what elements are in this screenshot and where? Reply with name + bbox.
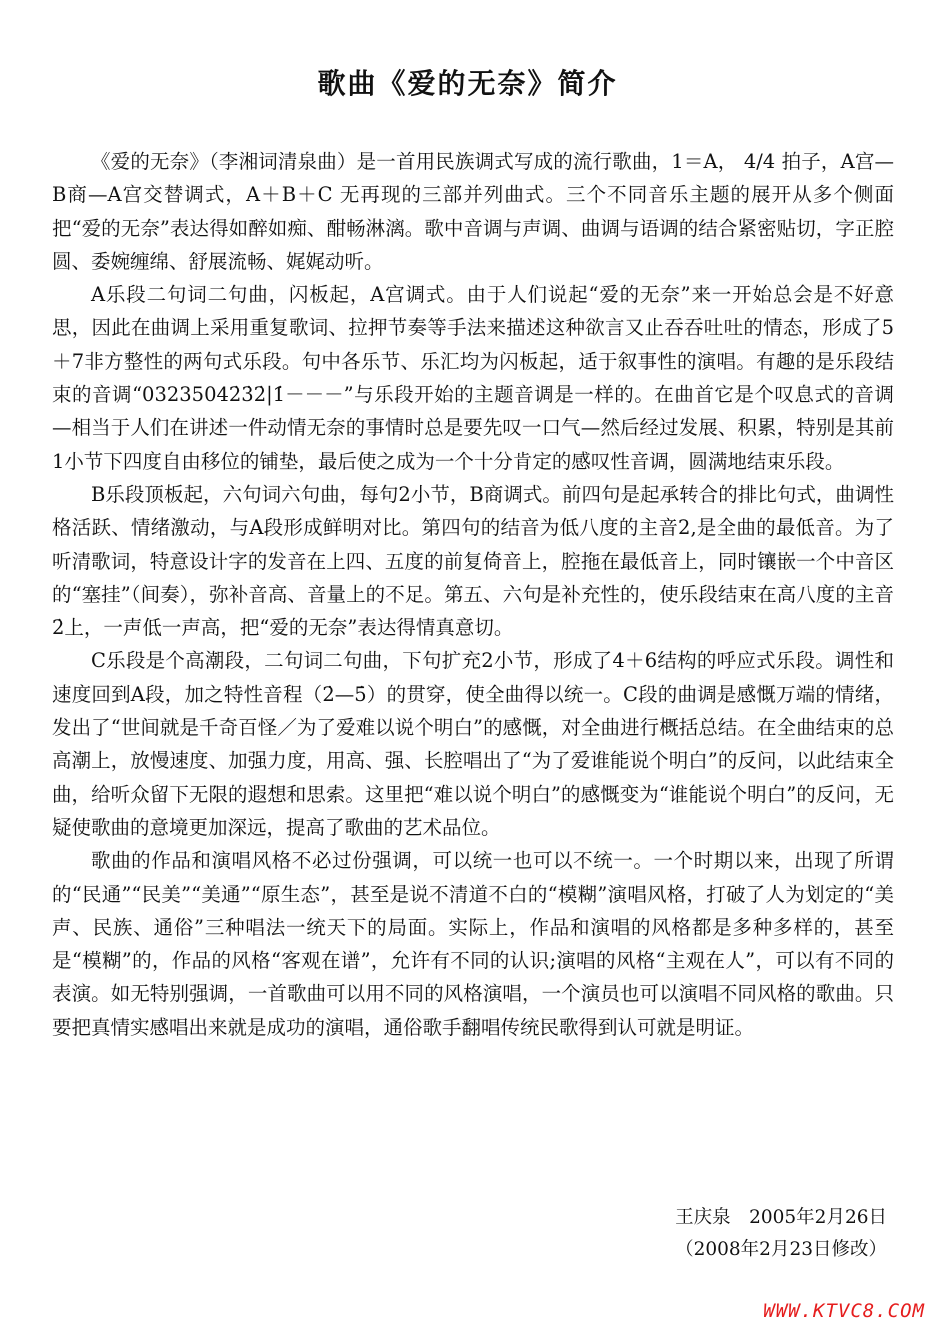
- revision-date: （2008年2月23日修改）: [675, 1239, 887, 1260]
- page-title: 歌曲《爱的无奈》简介: [317, 67, 618, 100]
- paragraph: 《爱的无奈》（李湘词清泉曲）是一首用民族调式写成的流行歌曲，1＝A， 4/4 拍子，A宫—B商—A宫交替调式，A＋B＋C 无再现的三部并列曲式。三个不同音乐主题的展开从多个侧面把“爱的无奈”表达得如醉如痴、酣畅淋漓。歌中音调与声调、曲调与语调的结合紧密贴切，字正腔圆、委婉缠绵、舒展流畅、娓娓动听。: [52, 150, 894, 273]
- paragraph: 歌曲的作品和演唱风格不必过份强调，可以统一也可以不统一。一个时期以来，出现了所谓的“民通”“民美”“美通”“原生态”，甚至是说不清道不白的“模糊”演唱风格，打破了人为划定的“美声、民族、通俗”三种唱法一统天下的局面。实际上，作品和演唱的风格都是多种多样的，甚至是“模糊”的，作品的风格“客观在谱”，允许有不同的认识;演唱的风格“主观在人”，可以有不同的表演。如无特别强调，一首歌曲可以用不同的风格演唱，一个演员也可以演唱不同风格的歌曲。只要把真情实感唱出来就是成功的演唱，通俗歌手翻唱传统民歌得到认可就是明证。: [52, 849, 894, 1039]
- article-body: [52, 145, 894, 1044]
- author-signature: 王庆泉 2005年2月26日: [675, 1207, 887, 1228]
- paragraph: A乐段二句词二句曲，闪板起，A宫调式。由于人们说起“爱的无奈”来一开始总会是不好意思，因此在曲调上采用重复歌词、拉押节奏等手法来描述这种欲言又止吞吞吐吐的情态，形成了5＋7非方整性的两句式乐段。句中各乐节、乐汇均为闪板起，适于叙事性的演唱。有趣的是乐段结束的音调“03235042̇3̇2̇|1̇－－－”与乐段开始的主题音调是一样的。在曲首它是个叹息式的音调—相当于人们在讲述一件动情无奈的事情时总是要先叹一口气—然后经过发展、积累，特别是其前1小节下四度自由移位的铺垫，最后使之成为一个十分肯定的感叹性音调，圆满地结束乐段。: [52, 283, 894, 473]
- paragraph: B乐段顶板起，六句词六句曲，每句2小节，B商调式。前四句是起承转合的排比句式，曲调性格活跃、情绪激动，与A段形成鲜明对比。第四句的结音为低八度的主音2,是全曲的最低音。为了听清歌词，特意设计字的发音在上四、五度的前复倚音上，腔拖在最低音上，同时镶嵌一个中音区的“塞挂”（间奏），弥补音高、音量上的不足。第五、六句是补充性的，使乐段结束在高八度的主音2̇上，一声低一声高，把“爱的无奈”表达得情真意切。: [52, 482, 894, 640]
- paragraph: C乐段是个高潮段，二句词二句曲，下句扩充2小节，形成了4＋6结构的呼应式乐段。调性和速度回到A段，加之特性音程（2̇—5̇）的贯穿，使全曲得以统一。C段的曲调是感慨万端的情绪，发出了“世间就是千奇百怪／为了爱难以说个明白”的感慨，对全曲进行概括总结。在全曲结束的总高潮上，放慢速度、加强力度，用高、强、长腔唱出了“为了爱谁能说个明白”的反问，以此结束全曲，给听众留下无限的遐想和思索。这里把“难以说个明白”的感慨变为“谁能说个明白”的反问，无疑使歌曲的意境更加深远，提高了歌曲的艺术品位。: [52, 649, 894, 839]
- site-watermark: WWW.KTVC8.COM: [763, 1300, 925, 1322]
